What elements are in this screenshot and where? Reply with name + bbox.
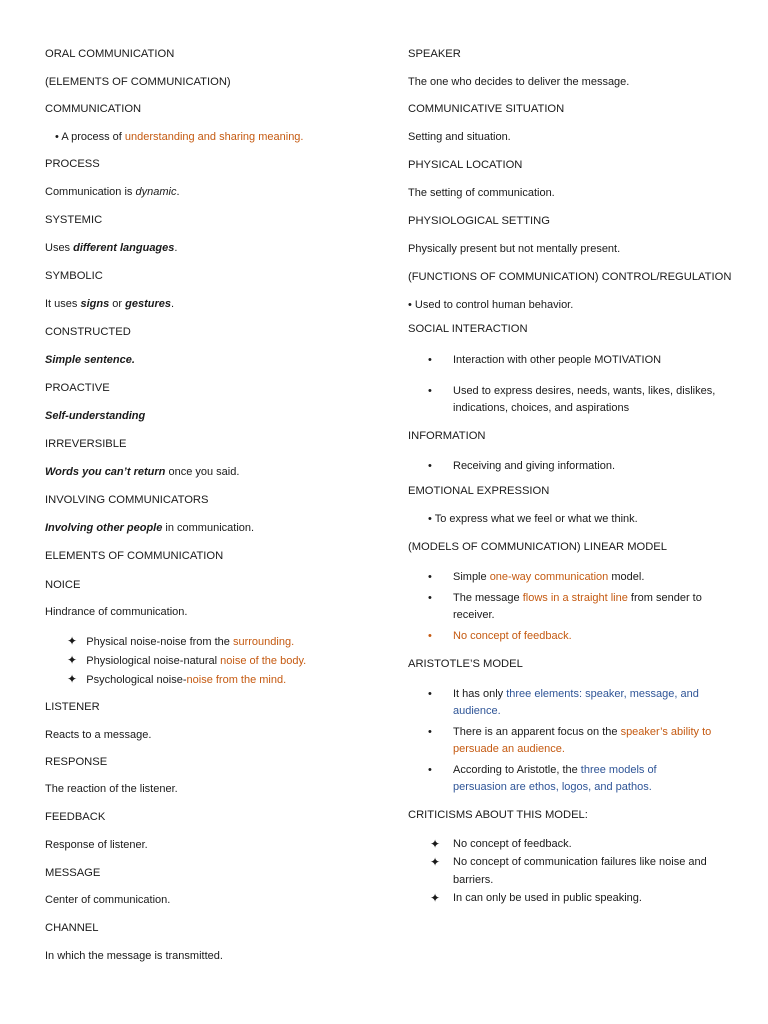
four-point-star-icon: ✦ (67, 653, 78, 667)
criticism-item-2-line1: No concept of communication failures like noise and (453, 856, 707, 868)
bullet-dot-icon: • (428, 460, 432, 472)
bullet-dot-icon: • (428, 354, 432, 366)
heading-elements-of-communication: ELEMENTS OF COMMUNICATION (45, 550, 224, 562)
bullet-dot-icon: • (428, 571, 432, 583)
bullet-dot-icon: • (428, 688, 432, 700)
criticism-star-2 (430, 855, 440, 870)
symbolic-definition: It uses signs or gestures. (45, 298, 175, 310)
communication-definition: • A process of understanding and sharing meaning. (55, 131, 304, 143)
heading-communicative-situation: COMMUNICATIVE SITUATION (408, 103, 565, 115)
information-item: Receiving and giving information. (453, 460, 616, 472)
social-bullet-2 (428, 384, 432, 398)
aristotle-item-3-line1: According to Aristotle, the three models of (453, 764, 657, 776)
process-definition: Communication is dynamic. (45, 186, 180, 198)
bullet-dot-icon: • (428, 592, 432, 604)
criticism-star-1 (430, 837, 440, 852)
social-item-1: Interaction with other people MOTIVATION (453, 354, 662, 366)
involving-definition: Involving other people in communication. (45, 522, 255, 534)
noise-item-psychological: ✦ Psychological noise-noise from the mind. (67, 672, 287, 686)
feedback-definition: Response of listener. (45, 839, 148, 851)
heading-message: MESSAGE (45, 867, 101, 879)
linear-bullet-2 (428, 591, 432, 605)
criticism-item-2-line2: barriers. (453, 874, 494, 886)
speaker-definition: The one who decides to deliver the message. (408, 76, 630, 88)
physiological-definition: Physically present but not mentally present. (408, 243, 621, 255)
four-point-star-icon: ✦ (430, 855, 441, 869)
heading-constructed: CONSTRUCTED (45, 326, 131, 338)
aristotle-item-1-line2: audience. (453, 705, 501, 717)
heading-process: PROCESS (45, 158, 100, 170)
heading-involving-communicators: INVOLVING COMMUNICATORS (45, 494, 209, 506)
heading-physiological-setting: PHYSIOLOGICAL SETTING (408, 215, 550, 227)
criticism-item-3: In can only be used in public speaking. (453, 892, 642, 904)
noice-definition: Hindrance of communication. (45, 606, 188, 618)
noise-item-physical: ✦ Physical noise-noise from the surrounding. (67, 634, 295, 648)
aristotle-item-1-line1: It has only three elements: speaker, message, and (453, 688, 699, 700)
systemic-definition: Uses different languages. (45, 242, 178, 254)
criticism-item-1: No concept of feedback. (453, 838, 572, 850)
social-bullet-1 (428, 353, 432, 367)
heading-emotional-expression: EMOTIONAL EXPRESSION (408, 485, 550, 497)
linear-item-2-line2: receiver. (453, 609, 495, 621)
functions-definition: • Used to control human behavior. (408, 299, 574, 311)
criticism-star-3 (430, 891, 440, 906)
four-point-star-icon: ✦ (67, 672, 78, 686)
information-bullet (428, 459, 432, 473)
heading-listener: LISTENER (45, 701, 100, 713)
heading-models-linear: (MODELS OF COMMUNICATION) LINEAR MODEL (408, 541, 667, 553)
heading-criticisms: CRITICISMS ABOUT THIS MODEL: (408, 809, 588, 821)
message-definition: Center of communication. (45, 894, 171, 906)
heading-elements-paren: (ELEMENTS OF COMMUNICATION) (45, 76, 231, 88)
noise-item-physiological: ✦ Physiological noise-natural noise of the body. (67, 653, 307, 667)
bullet-dot-icon: • (428, 726, 432, 738)
heading-feedback: FEEDBACK (45, 811, 106, 823)
four-point-star-icon: ✦ (430, 837, 441, 851)
linear-item-2-line1: The message flows in a straight line from sender to (453, 592, 702, 604)
linear-bullet-1 (428, 570, 432, 584)
irreversible-definition: Words you can’t return once you said. (45, 466, 240, 478)
situation-definition: Setting and situation. (408, 131, 511, 143)
constructed-definition: Simple sentence. (45, 354, 135, 366)
heading-functions: (FUNCTIONS OF COMMUNICATION) CONTROL/REGULATION (408, 271, 732, 283)
heading-response: RESPONSE (45, 756, 108, 768)
physical-definition: The setting of communication. (408, 187, 555, 199)
aristotle-item-2-line1: There is an apparent focus on the speaker’s ability to (453, 726, 712, 738)
heading-channel: CHANNEL (45, 922, 99, 934)
aristotle-bullet-2 (428, 725, 432, 739)
bullet-dot-icon: • (408, 299, 412, 311)
aristotle-bullet-3 (428, 763, 432, 777)
social-item-2-line2: indications, choices, and aspirations (453, 402, 630, 414)
response-definition: The reaction of the listener. (45, 783, 178, 795)
social-item-2-line1: Used to express desires, needs, wants, likes, dislikes, (453, 385, 716, 397)
heading-systemic: SYSTEMIC (45, 214, 103, 226)
linear-item-3: No concept of feedback. (453, 630, 572, 642)
emotional-item: • To express what we feel or what we think. (428, 513, 638, 525)
linear-bullet-3 (428, 629, 432, 643)
heading-aristotles-model: ARISTOTLE’S MODEL (408, 658, 523, 670)
listener-definition: Reacts to a message. (45, 729, 152, 741)
bullet-dot-icon: • (428, 513, 432, 525)
heading-physical-location: PHYSICAL LOCATION (408, 159, 523, 171)
bullet-dot-icon: • (428, 385, 432, 397)
proactive-definition: Self-understanding (45, 410, 146, 422)
heading-irreversible: IRREVERSIBLE (45, 438, 127, 450)
heading-communication: COMMUNICATION (45, 103, 142, 115)
aristotle-item-3-line2: persuasion are ethos, logos, and pathos. (453, 781, 652, 793)
linear-item-1: Simple one-way communication model. (453, 571, 645, 583)
aristotle-item-2-line2: persuade an audience. (453, 743, 565, 755)
bullet-dot-icon: • (428, 764, 432, 776)
bullet-dot-icon: • (428, 630, 432, 642)
heading-speaker: SPEAKER (408, 48, 461, 60)
four-point-star-icon: ✦ (67, 634, 78, 648)
bullet-dot-icon: • (55, 131, 59, 143)
heading-social-interaction: SOCIAL INTERACTION (408, 323, 528, 335)
four-point-star-icon: ✦ (430, 891, 441, 905)
heading-oral-communication: ORAL COMMUNICATION (45, 48, 175, 60)
heading-symbolic: SYMBOLIC (45, 270, 103, 282)
aristotle-bullet-1 (428, 687, 432, 701)
heading-information: INFORMATION (408, 430, 486, 442)
heading-proactive: PROACTIVE (45, 382, 110, 394)
heading-noice: NOICE (45, 579, 81, 591)
channel-definition: In which the message is transmitted. (45, 950, 223, 962)
